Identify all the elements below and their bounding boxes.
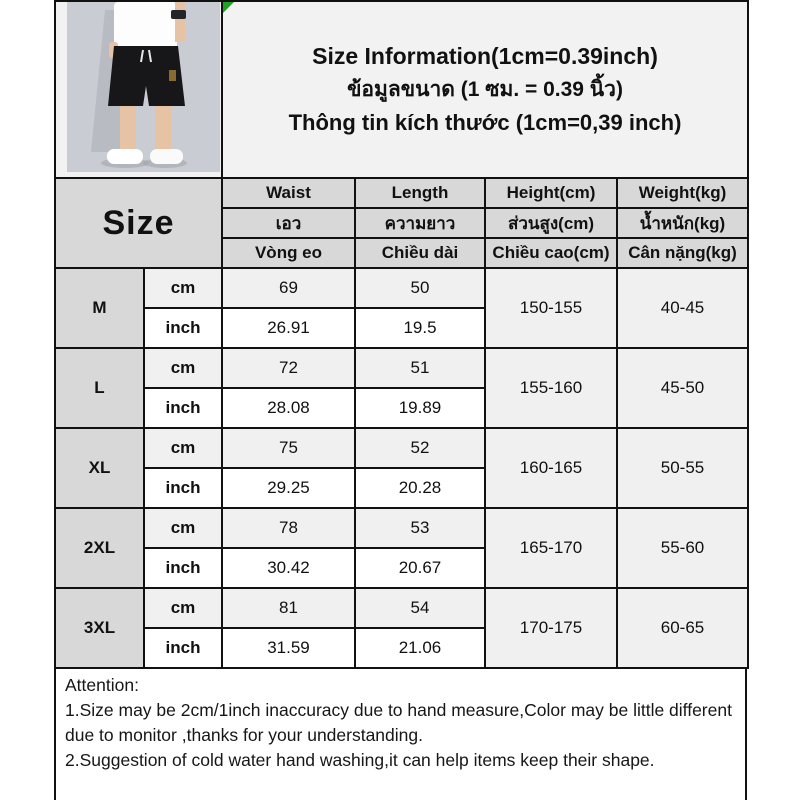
table-row-2xl-cm bbox=[55, 508, 748, 548]
table-row-l-cm bbox=[55, 348, 748, 388]
title-vietnamese: Thông tin kích thước (1cm=0,39 inch) bbox=[288, 110, 682, 135]
weight-range: 40-45 bbox=[617, 268, 748, 348]
col-header-length-th: ความยาว bbox=[355, 208, 485, 238]
product-photo-cell bbox=[55, 1, 222, 178]
length-cm-value: 52 bbox=[355, 428, 485, 468]
table-row-m-cm bbox=[55, 268, 748, 308]
col-header-weight-vi: Cân nặng(kg) bbox=[617, 238, 748, 268]
waist-cm-value: 72 bbox=[222, 348, 355, 388]
waist-inch-value: 30.42 bbox=[222, 548, 355, 588]
size-label: 3XL bbox=[55, 588, 144, 668]
height-range: 160-165 bbox=[485, 428, 617, 508]
length-cm-value: 50 bbox=[355, 268, 485, 308]
weight-range: 55-60 bbox=[617, 508, 748, 588]
col-header-weight-en: Weight(kg) bbox=[617, 178, 748, 208]
length-inch-value: 19.89 bbox=[355, 388, 485, 428]
unit-label: inch bbox=[144, 548, 222, 588]
col-header-waist-en: Waist bbox=[222, 178, 355, 208]
attention-note bbox=[54, 667, 747, 800]
waist-inch-value: 28.08 bbox=[222, 388, 355, 428]
waist-inch-value: 31.59 bbox=[222, 628, 355, 668]
product-model-photo bbox=[57, 2, 220, 172]
unit-label: inch bbox=[144, 388, 222, 428]
size-table bbox=[54, 0, 749, 669]
height-range: 165-170 bbox=[485, 508, 617, 588]
waist-inch-value: 26.91 bbox=[222, 308, 355, 348]
weight-range: 50-55 bbox=[617, 428, 748, 508]
col-header-waist-vi: Vòng eo bbox=[222, 238, 355, 268]
col-header-length-vi: Chiều dài bbox=[355, 238, 485, 268]
table-row-xl-cm bbox=[55, 428, 748, 468]
unit-label: inch bbox=[144, 628, 222, 668]
cell-flag-triangle-icon bbox=[223, 2, 234, 13]
length-inch-value: 20.28 bbox=[355, 468, 485, 508]
weight-range: 45-50 bbox=[617, 348, 748, 428]
waist-inch-value: 29.25 bbox=[222, 468, 355, 508]
watch-icon bbox=[171, 10, 186, 19]
shorts-logo-patch bbox=[169, 70, 176, 81]
waist-cm-value: 69 bbox=[222, 268, 355, 308]
height-range: 150-155 bbox=[485, 268, 617, 348]
unit-label: cm bbox=[144, 268, 222, 308]
title-cell bbox=[222, 1, 748, 178]
size-label: M bbox=[55, 268, 144, 348]
waist-cm-value: 78 bbox=[222, 508, 355, 548]
length-inch-value: 19.5 bbox=[355, 308, 485, 348]
unit-label: cm bbox=[144, 348, 222, 388]
length-cm-value: 51 bbox=[355, 348, 485, 388]
waist-cm-value: 75 bbox=[222, 428, 355, 468]
length-inch-value: 20.67 bbox=[355, 548, 485, 588]
title-thai: ข้อมูลขนาด (1 ซม. = 0.39 นิ้ว) bbox=[347, 78, 623, 101]
height-range: 170-175 bbox=[485, 588, 617, 668]
unit-label: cm bbox=[144, 428, 222, 468]
length-cm-value: 53 bbox=[355, 508, 485, 548]
unit-label: cm bbox=[144, 588, 222, 628]
length-inch-value: 21.06 bbox=[355, 628, 485, 668]
col-header-length-en: Length bbox=[355, 178, 485, 208]
waist-cm-value: 81 bbox=[222, 588, 355, 628]
unit-label: cm bbox=[144, 508, 222, 548]
weight-range: 60-65 bbox=[617, 588, 748, 668]
attention-line-2: 2.Suggestion of cold water hand washing,it can help items keep their shape. bbox=[65, 750, 655, 770]
height-range: 155-160 bbox=[485, 348, 617, 428]
unit-label: inch bbox=[144, 308, 222, 348]
length-cm-value: 54 bbox=[355, 588, 485, 628]
size-header: Size bbox=[55, 178, 222, 268]
title-english: Size Information(1cm=0.39inch) bbox=[312, 43, 658, 69]
attention-line-1: 1.Size may be 2cm/1inch inaccuracy due to hand measure,Color may be little different due to monitor ,thanks for your understanding. bbox=[65, 700, 732, 745]
col-header-waist-th: เอว bbox=[222, 208, 355, 238]
size-label: 2XL bbox=[55, 508, 144, 588]
size-label: XL bbox=[55, 428, 144, 508]
col-header-height-en: Height(cm) bbox=[485, 178, 617, 208]
col-header-height-vi: Chiều cao(cm) bbox=[485, 238, 617, 268]
col-header-weight-th: น้ำหนัก(kg) bbox=[617, 208, 748, 238]
attention-heading: Attention: bbox=[65, 675, 139, 695]
table-row-3xl-cm bbox=[55, 588, 748, 628]
size-label: L bbox=[55, 348, 144, 428]
unit-label: inch bbox=[144, 468, 222, 508]
col-header-height-th: ส่วนสูง(cm) bbox=[485, 208, 617, 238]
